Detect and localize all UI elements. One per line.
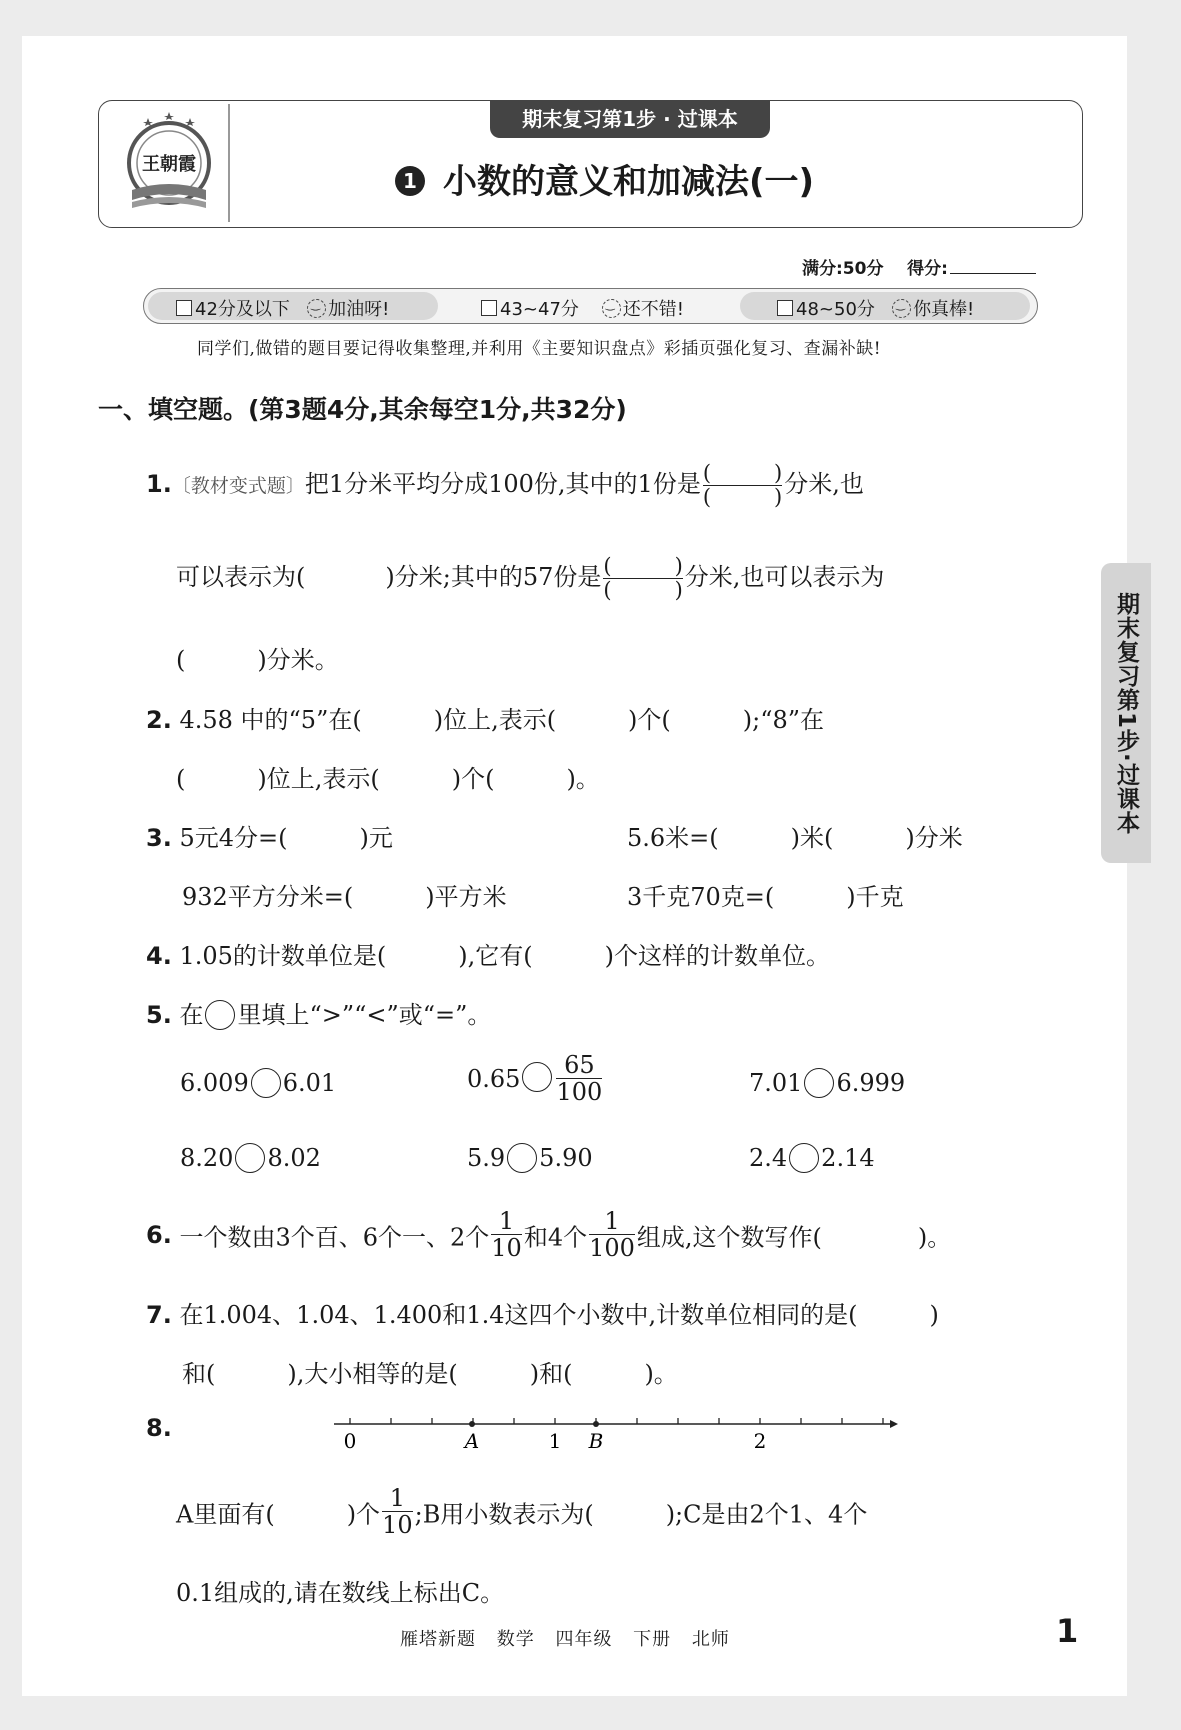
question-7-line-2: 和( ),大小相等的是( )和( )。	[182, 1360, 678, 1388]
checkbox-3[interactable]	[777, 300, 793, 316]
question-6: 6. 一个数由3个百、6个一、2个 $\frac{1}{10}$ 和4个 $\frac{1}{100}$ 组成,这个数写作( )。	[146, 1207, 952, 1263]
question-8-line-1: A里面有( )个 $\frac{1}{10}$ ;B用小数表示为( );C是由2个1、4个	[176, 1484, 868, 1540]
score-line	[802, 254, 1036, 279]
question-3-d: 3千克70克=( )千克	[627, 883, 904, 911]
tick-label-0: 0	[343, 1429, 357, 1453]
question-8-line-2: 0.1组成的,请在数线上标出C。	[176, 1579, 505, 1607]
full-score: 满分:50分	[802, 259, 884, 279]
got-score-label: 得分:	[907, 259, 948, 279]
compare-circle-icon	[205, 1000, 235, 1030]
smile-face-icon	[892, 299, 911, 318]
question-1-line-2: 可以表示为( )分米;其中的57份是 $\frac{( )}{( )}$ 分米,也可以表示为	[176, 554, 885, 603]
rating-item-3: 48~50分 ‿ 你真棒!	[777, 295, 974, 321]
page-number: 1	[1056, 1612, 1079, 1650]
smile-face-icon	[307, 299, 326, 318]
question-2-line-2: ( )位上,表示( )个( )。	[176, 765, 600, 793]
score-blank[interactable]	[950, 259, 1036, 274]
q5-item-2: 0.65 $\frac{65}{100}$	[467, 1051, 603, 1107]
q5-item-1: 6.009 6.01	[180, 1069, 337, 1097]
notice: 同学们,做错的题目要记得收集整理,并利用《主要知识盘点》彩插页强化复习、查漏补缺!	[197, 339, 882, 359]
rating-bar	[143, 288, 1038, 324]
question-4: 4. 1.05的计数单位是( ),它有( )个这样的计数单位。	[146, 942, 830, 970]
question-1-line-3: ( )分米。	[176, 646, 339, 674]
tick-label-1: 1	[548, 1429, 562, 1453]
answer-circle[interactable]	[251, 1068, 281, 1098]
side-tab: 期末复习第1步·过课本	[1101, 563, 1151, 863]
q5-item-5: 5.9 5.90	[467, 1144, 593, 1172]
question-1-line-1: 1.〔教材变式题〕把1分米平均分成100份,其中的1份是 $\frac{( )}{( )}$ 分米,也	[146, 461, 864, 510]
tick-label-a: A	[464, 1429, 480, 1453]
q5-item-4: 8.20 8.02	[180, 1144, 321, 1172]
question-2-line-1: 2. 4.58 中的“5”在( )位上,表示( )个( );“8”在	[146, 706, 825, 734]
question-3-b: 5.6米=( )米( )分米	[627, 824, 963, 852]
header-tab: 期末复习第1步 · 过课本	[490, 100, 770, 138]
question-8-number: 8.	[146, 1414, 172, 1442]
question-3-c: 932平方分米=( )平方米	[182, 883, 507, 911]
q5-item-6: 2.4 2.14	[749, 1144, 875, 1172]
question-5: 5. 在 里填上“>”“<”或“=”。	[146, 1001, 492, 1029]
checkbox-2[interactable]	[481, 300, 497, 316]
answer-circle[interactable]	[804, 1068, 834, 1098]
point-b	[593, 1421, 599, 1427]
title-number: 1	[395, 166, 425, 196]
section-heading: 一、填空题。(第3题4分,其余每空1分,共32分)	[98, 395, 627, 424]
number-line	[330, 1410, 900, 1460]
tick-label-b: B	[588, 1429, 604, 1453]
logo-text: 王朝霞	[142, 154, 196, 175]
logo-emblem-icon	[118, 108, 220, 218]
point-a	[469, 1421, 475, 1427]
answer-circle[interactable]	[507, 1143, 537, 1173]
q5-item-3: 7.01 6.999	[749, 1069, 906, 1097]
rating-item-1: 42分及以下 ‿ 加油呀!	[176, 295, 389, 321]
answer-circle[interactable]	[235, 1143, 265, 1173]
question-7-line-1: 7. 在1.004、1.04、1.400和1.4这四个小数中,计数单位相同的是( )	[146, 1301, 939, 1329]
rating-item-2: 43~47分 ‿ 还不错!	[481, 295, 684, 321]
answer-circle[interactable]	[789, 1143, 819, 1173]
footer: 雁塔新题 数学 四年级 下册 北师	[400, 1629, 730, 1650]
logo	[118, 108, 220, 218]
checkbox-1[interactable]	[176, 300, 192, 316]
title-text: 小数的意义和加减法(一)	[443, 162, 815, 202]
page-title	[395, 154, 814, 203]
answer-circle[interactable]	[522, 1062, 552, 1092]
tick-label-2: 2	[753, 1429, 767, 1453]
question-3-a: 3. 5元4分=( )元	[146, 824, 393, 852]
smile-face-icon	[602, 299, 621, 318]
logo-divider	[228, 104, 230, 222]
